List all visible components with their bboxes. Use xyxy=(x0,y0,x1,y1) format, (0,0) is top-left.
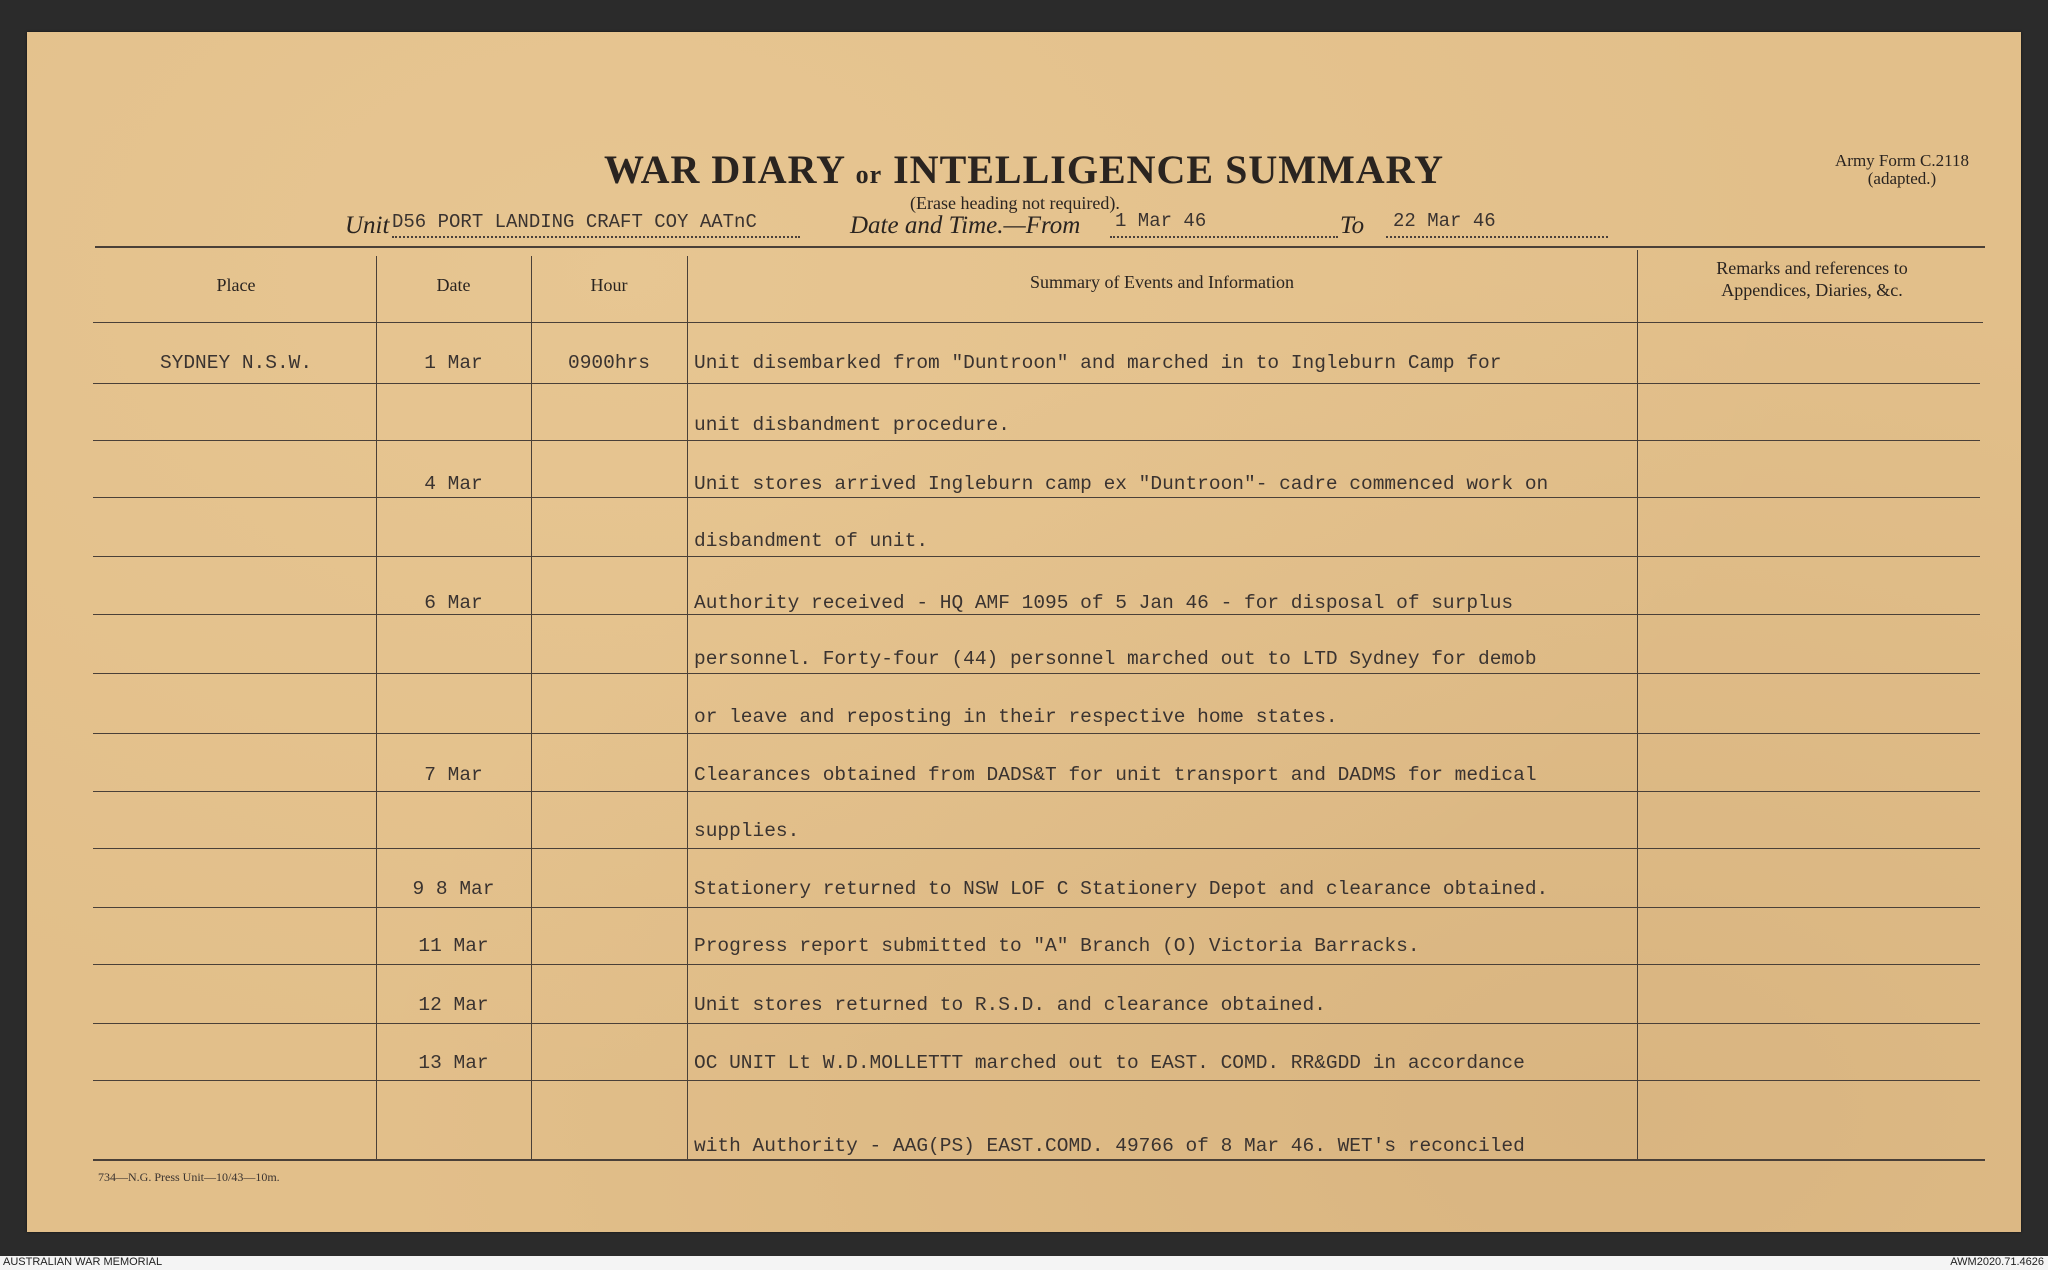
title-intelligence-summary: INTELLIGENCE SUMMARY xyxy=(893,147,1444,192)
print-footer: 734—N.G. Press Unit—10/43—10m. xyxy=(98,1170,280,1184)
row-rule xyxy=(93,848,1980,849)
row-rule xyxy=(93,964,1980,965)
cell-date: 6 Mar xyxy=(424,592,483,614)
header-remarks-line1: Remarks and references to xyxy=(1716,258,1908,278)
title-or: or xyxy=(855,160,883,189)
to-dotted-line xyxy=(1386,236,1608,238)
page-title xyxy=(0,146,2048,193)
header-summary: Summary of Events and Information xyxy=(1030,272,1294,292)
cell-date: 4 Mar xyxy=(424,473,483,495)
row-rule xyxy=(93,383,1980,384)
from-value: 1 Mar 46 xyxy=(1115,210,1207,232)
unit-label: Unit xyxy=(345,212,390,239)
cell-place: SYDNEY N.S.W. xyxy=(159,352,313,374)
army-form-number: Army Form C.2118 xyxy=(1835,151,1969,170)
cell-summary: personnel. Forty-four (44) personnel marched out to LTD Sydney for demob xyxy=(694,648,1537,670)
header-remarks xyxy=(1637,257,1987,301)
row-rule xyxy=(93,614,1980,615)
cell-summary: or leave and reposting in their respective home states. xyxy=(694,706,1338,728)
cell-summary: disbandment of unit. xyxy=(694,530,929,552)
cell-summary: Progress report submitted to "A" Branch (O) Victoria Barracks. xyxy=(694,935,1420,957)
cell-summary: Clearances obtained from DADS&T for unit transport and DADMS for medical xyxy=(694,764,1537,786)
unit-value: D56 PORT LANDING CRAFT COY AATnC xyxy=(392,211,757,233)
row-rule xyxy=(93,1080,1980,1081)
cell-summary: with Authority - AAG(PS) EAST.COMD. 49766 of 8 Mar 46. WET's reconciled xyxy=(694,1135,1525,1157)
title-war-diary: WAR DIARY xyxy=(604,147,845,192)
row-rule xyxy=(93,791,1980,792)
row-rule xyxy=(93,733,1980,734)
row-rule xyxy=(93,907,1980,908)
credit-source: AUSTRALIAN WAR MEMORIAL xyxy=(3,1256,163,1268)
cell-date: 12 Mar xyxy=(418,994,489,1016)
header-remarks-line2: Appendices, Diaries, &c. xyxy=(1721,280,1903,300)
unit-dotted-line xyxy=(392,236,800,238)
header-hour: Hour xyxy=(590,275,628,295)
to-value: 22 Mar 46 xyxy=(1393,210,1496,232)
table-bottom-border xyxy=(93,1159,1985,1161)
cell-hour: 0900hrs xyxy=(568,352,650,374)
erase-heading-note: (Erase heading not required). xyxy=(910,193,1120,213)
cell-summary: Unit stores returned to R.S.D. and clearance obtained. xyxy=(694,994,1326,1016)
date-time-label: Date and Time.—From xyxy=(850,212,1081,239)
cell-date: 11 Mar xyxy=(418,935,489,957)
army-form-adapted: (adapted.) xyxy=(1867,169,1937,188)
row-rule xyxy=(93,556,1980,557)
cell-date: 1 Mar xyxy=(424,352,483,374)
row-rule xyxy=(93,673,1980,674)
cell-summary: Unit disembarked from "Duntroon" and marched in to Ingleburn Camp for xyxy=(694,352,1502,374)
credit-strip xyxy=(0,1256,2048,1270)
cell-summary: Unit stores arrived Ingleburn camp ex "Duntroon"- cadre commenced work on xyxy=(694,473,1549,495)
row-rule xyxy=(93,497,1980,498)
cell-summary: Authority received - HQ AMF 1095 of 5 Jan 46 - for disposal of surplus xyxy=(694,592,1514,614)
header-place: Place xyxy=(216,275,256,295)
cell-date: 13 Mar xyxy=(418,1052,489,1074)
cell-date: 7 Mar xyxy=(424,764,483,786)
table-top-border xyxy=(95,246,1985,248)
cell-date: 9 8 Mar xyxy=(412,878,495,900)
cell-summary: Stationery returned to NSW LOF C Stationery Depot and clearance obtained. xyxy=(694,878,1549,900)
row-rule xyxy=(93,1023,1980,1024)
cell-summary: OC UNIT Lt W.D.MOLLETTT marched out to EAST. COMD. RR&GDD in accordance xyxy=(694,1052,1525,1074)
cell-summary: unit disbandment procedure. xyxy=(694,414,1010,436)
cell-summary: supplies. xyxy=(694,820,800,842)
to-label: To xyxy=(1340,212,1365,239)
row-rule xyxy=(93,440,1980,441)
credit-accession: AWM2020.71.4626 xyxy=(1950,1256,2044,1268)
army-form-label xyxy=(1835,152,1969,188)
header-date: Date xyxy=(436,275,471,295)
from-dotted-line xyxy=(1110,236,1338,238)
